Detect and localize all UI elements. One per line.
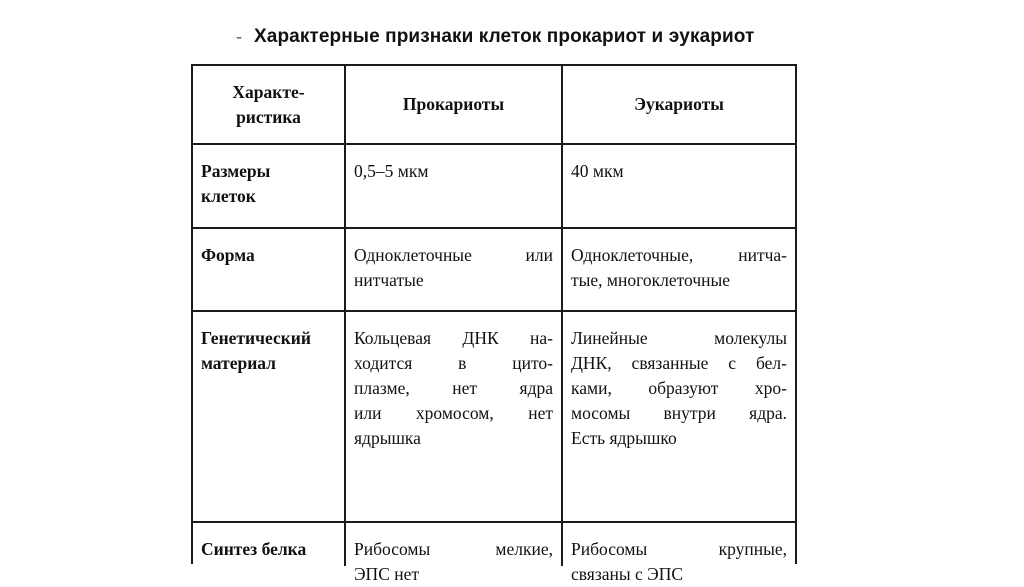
cell-line: Одноклеточные или (354, 245, 553, 265)
cell-line: Форма (201, 245, 255, 265)
header-characteristic-line: ристика (236, 106, 301, 127)
header-prokaryotes (346, 66, 563, 143)
cell-line: тые, многоклеточные (571, 270, 731, 290)
header-characteristic-line: Характе- (232, 81, 305, 102)
cell-line: Размеры (201, 161, 271, 181)
cell-feature (193, 312, 346, 521)
table-row (193, 523, 795, 584)
cell-line: Линейные молекулы (571, 328, 787, 348)
cell-line: Генетический (201, 328, 311, 348)
cell-feature (193, 229, 346, 310)
cell-feature (193, 145, 346, 227)
table-header-row (193, 66, 795, 145)
table-row (193, 229, 795, 312)
cell-line: нитчатые (354, 270, 424, 290)
table-row (193, 312, 795, 523)
header-eukaryotes (563, 66, 795, 143)
cell-line: Одноклеточные, нитча- (571, 245, 787, 265)
header-characteristic (193, 66, 346, 143)
cell-eukaryotes (563, 523, 795, 584)
comparison-table (191, 64, 797, 584)
cell-line: ядрышка (354, 428, 421, 448)
cell-line: Рибосомы мелкие, (354, 539, 553, 559)
cell-line: клеток (201, 186, 256, 206)
cell-line: связаны с ЭПС (571, 564, 684, 584)
cell-eukaryotes (563, 312, 795, 521)
cell-line: Кольцевая ДНК на- (354, 328, 553, 348)
cell-line: плазме, нет ядра (354, 378, 553, 398)
cell-line: ЭПС нет (354, 564, 420, 584)
cell-prokaryotes (346, 312, 563, 521)
cell-line: мосомы внутри ядра. (571, 403, 787, 423)
cell-eukaryotes (563, 229, 795, 310)
cell-line: Синтез белка (201, 539, 307, 559)
table-row (193, 145, 795, 229)
cell-feature (193, 523, 346, 566)
cell-line: ДНК, связанные с бел- (571, 353, 787, 373)
cell-line: Рибосомы крупные, (571, 539, 787, 559)
cell-line: материал (201, 353, 276, 373)
cell-line: или хромосом, нет (354, 403, 553, 423)
cell-eukaryotes (563, 145, 795, 227)
header-prokaryotes-label: Прокариоты (402, 94, 505, 114)
cell-line: 40 мкм (571, 161, 624, 181)
cell-line: 0,5–5 мкм (354, 161, 429, 181)
cell-line: ходится в цито- (354, 353, 553, 373)
cell-line: ками, образуют хро- (571, 378, 787, 398)
title-dash-mark: - (236, 26, 242, 46)
cell-prokaryotes (346, 523, 563, 584)
cell-line: Есть ядрышко (571, 428, 677, 448)
header-eukaryotes-label: Эукариоты (634, 94, 724, 114)
page-title: Характерные признаки клеток прокариот и эукариот (254, 26, 755, 47)
cell-prokaryotes (346, 229, 563, 310)
cell-prokaryotes (346, 145, 563, 227)
